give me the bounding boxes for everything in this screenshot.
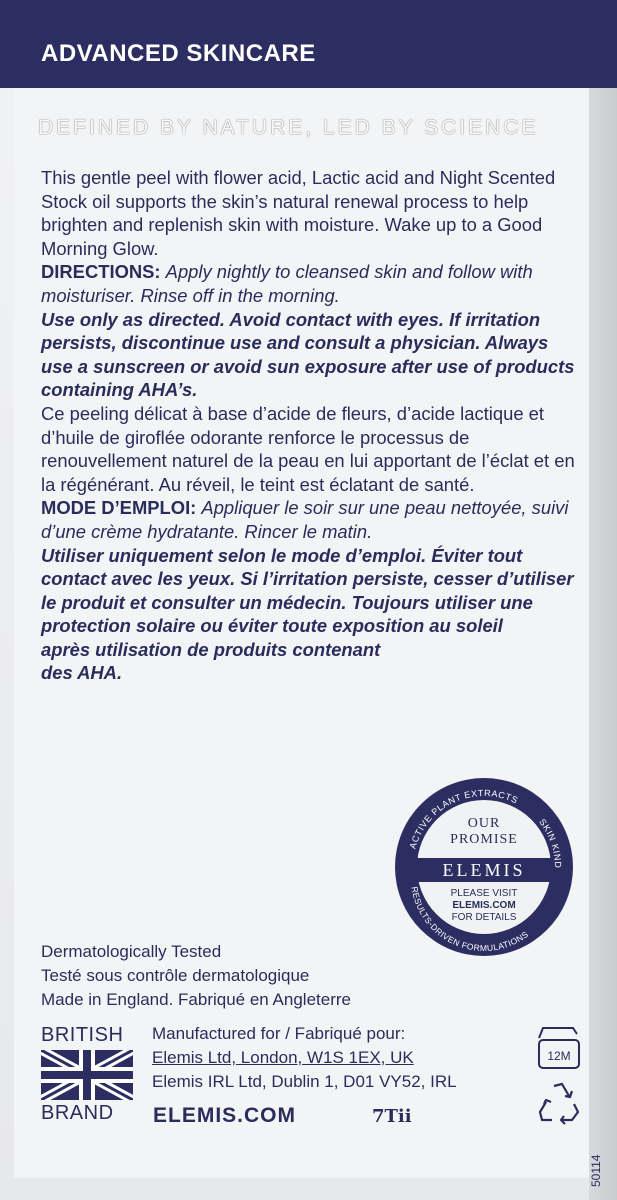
- website-link[interactable]: ELEMIS.COM: [153, 1104, 297, 1127]
- seal-visit: [417, 888, 551, 924]
- directions-text: Apply nightly to cleansed skin and follow with moisturiser. Rinse off in the morning.: [41, 261, 533, 306]
- french-directions: [41, 496, 581, 543]
- seal-promise: PROMISE: [450, 832, 518, 847]
- british-brand-badge: [41, 1024, 133, 1126]
- batch-code-mark: 7Tii: [372, 1106, 412, 1127]
- ring-top-text: ACTIVE PLANT EXTRACTS: [407, 787, 520, 850]
- english-directions: [41, 260, 581, 307]
- claim-teste: Testé sous contrôle dermatologique: [41, 966, 310, 985]
- carton-edge: [589, 0, 617, 1200]
- ring-right-text: SKIN KIND: [537, 816, 564, 869]
- directions-label: DIRECTIONS:: [41, 261, 161, 283]
- french-warning-end: après utilisation de produits contenant des AHA.: [41, 638, 381, 684]
- seal-center: [417, 800, 551, 934]
- seal-our-promise: [417, 816, 551, 848]
- union-jack-icon: [41, 1050, 133, 1100]
- manufacturer-label: Manufactured for / Fabriqué pour:: [152, 1024, 406, 1043]
- ring-bottom-text: RESULTS-DRIVEN FORMULATIONS: [409, 885, 531, 953]
- batch-number-wrap: [584, 1130, 606, 1190]
- english-warning: Use only as directed. Avoid contact with eyes. If irritation persists, discontinue use and consult a physician. Always use a sunscreen or avoid sun exposure after use of products containing AHA’s.: [41, 308, 575, 401]
- seal-our: OUR: [467, 816, 501, 831]
- header-title: ADVANCED SKINCARE: [41, 40, 316, 67]
- seal-visit-3: FOR DETAILS: [451, 912, 517, 923]
- open-jar-pao-icon: [533, 1024, 589, 1074]
- header-bar: [0, 0, 617, 88]
- pao-label: 12M: [547, 1049, 571, 1063]
- manufacturer-address-irl: Elemis IRL Ltd, Dublin 1, D01 VY52, IRL: [152, 1072, 457, 1091]
- mode-emploi-text: Appliquer le soir sur une peau nettoyée, suivi d’une crème hydratante. Rincer le matin.: [41, 497, 569, 542]
- badge-british: BRITISH: [41, 1024, 124, 1046]
- english-intro: This gentle peel with flower acid, Lactic acid and Night Scented Stock oil supports the skin’s natural renewal process to help brighten and replenish skin with moisture. Wake up to a Good Morning Glow.: [41, 167, 556, 259]
- french-warning: Utiliser uniquement selon le mode d’emploi. Éviter tout contact avec les yeux. Si l’irritation persiste, cesser d’utiliser le produit et consulter un médecin. Toujours utiliser une protection solaire ou éviter toute exposition au soleil: [41, 544, 574, 637]
- seal-visit-2: ELEMIS.COM: [452, 900, 516, 911]
- seal-visit-1: PLEASE VISIT: [450, 888, 518, 899]
- french-intro: Ce peeling délicat à base d’acide de fleurs, d’acide lactique et d’huile de giroflée odorante renforce le processus de renouvellement naturel de la peau en lui apportant de l’éclat et en la régénérant. Au réveil, le teint est éclatant de santé.: [41, 402, 575, 495]
- batch-number: 50114: [589, 1154, 603, 1187]
- description-block: [41, 166, 581, 685]
- seal-brand: ELEMIS: [417, 858, 551, 882]
- recycle-icon: [534, 1078, 586, 1128]
- claim-made-in-england: Made in England. Fabriqué en Angleterre: [41, 990, 351, 1009]
- promise-seal: [395, 778, 573, 956]
- claim-dermatologically-tested: Dermatologically Tested: [41, 942, 222, 961]
- manufacturer-address-uk: Elemis Ltd, London, W1S 1EX, UK: [152, 1048, 414, 1067]
- tagline: DEFINED BY NATURE, LED BY SCIENCE: [38, 116, 539, 139]
- badge-brand: BRAND: [41, 1102, 114, 1124]
- mode-emploi-label: MODE D’EMPLOI:: [41, 497, 197, 519]
